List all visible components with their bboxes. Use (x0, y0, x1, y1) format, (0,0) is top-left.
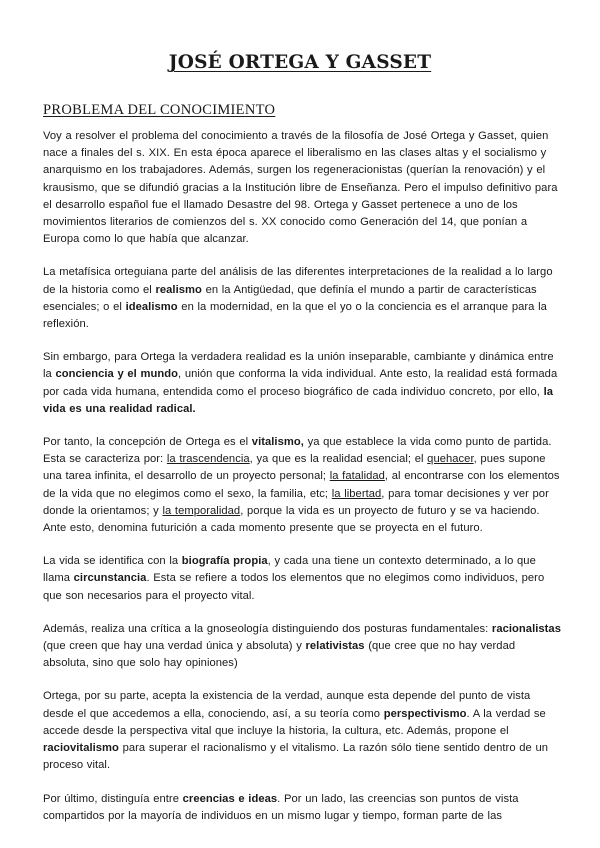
paragraph-text: , al encontrarse con los elementos de la vida que no elegimos como el sexo, la familia, etc; (43, 470, 560, 500)
paragraph-text: , porque la vida es un proyecto de futuro y se va haciendo. Ante esto, denomina futurición a cada momento presente que se proyecta en el futuro. (43, 504, 540, 535)
body-paragraph (43, 553, 563, 605)
paragraph-text: . A la verdad se accede desde la perspectiva vital que incluye la historia, la cultura, etc. Además, propone el (43, 707, 546, 737)
underlined-term: la fatalidad (329, 470, 385, 483)
paragraph-text: ya que establece la vida como punto de partida. Esta se caracteriza por: (43, 436, 552, 466)
paragraph-text: , unión que conforma la vida individual. Ante esto, la realidad está formada por cada vida humana, entendida como el proceso biográfico de cada individuo concreto, por ello, (43, 368, 558, 398)
section-heading: PROBLEMA DEL CONOCIMIENTO (43, 102, 276, 118)
body-paragraph (43, 264, 563, 333)
paragraph-text: (que creen que hay una verdad única y absoluta) y (43, 640, 306, 653)
body-paragraph (43, 434, 563, 537)
paragraph-text: Además, realiza una crítica a la gnoseología distinguiendo dos posturas fundamentales: (43, 622, 492, 635)
bold-term: racionalistas (491, 622, 561, 635)
paragraph-text: Sin embargo, para Ortega la verdadera realidad es la unión inseparable, cambiante y dinámica entre la (43, 351, 554, 381)
paragraph-text: en la modernidad, en la que el yo o la conciencia es el arranque para la reflexión. (43, 300, 547, 331)
bold-term: la vida es una realidad radical. (43, 385, 553, 415)
underlined-term: quehacer (427, 453, 474, 466)
bold-term: creencias e ideas (182, 792, 278, 805)
bold-term: vitalismo, (251, 436, 304, 449)
body-paragraph (43, 621, 563, 673)
body-paragraph (43, 349, 563, 418)
paragraph-text: La vida se identifica con la (43, 555, 182, 568)
underlined-term: la trascendencia (166, 453, 250, 466)
body-paragraph (43, 791, 563, 825)
body-paragraph (43, 128, 563, 248)
bold-term: raciovitalismo (43, 742, 119, 755)
bold-term: idealismo (125, 300, 178, 313)
paragraph-text: Por último, distinguía entre (43, 792, 183, 805)
paragraph-text: en la Antigüedad, que definía el mundo a partir de características esenciales; o el (43, 283, 537, 313)
underlined-term: la libertad (331, 487, 382, 500)
document-body (43, 128, 563, 841)
paragraph-text: . Por un lado, las creencias son puntos de vista compartidos por la mayoría de individuos en un mismo lugar y tiempo, forman parte de las (43, 792, 519, 822)
bold-term: conciencia y el mundo (55, 368, 179, 381)
bold-term: circunstancia (73, 572, 147, 585)
paragraph-text: , ya que es la realidad esencial; el (249, 453, 428, 466)
paragraph-text: . Esta se refiere a todos los elementos que no elegimos como individuos, pero que son necesarios para el proyecto vital. (43, 572, 545, 602)
document-title: JOSÉ ORTEGA Y GASSET (168, 52, 432, 73)
body-paragraph (43, 688, 563, 774)
bold-term: relativistas (305, 640, 365, 653)
underlined-term: la temporalidad (162, 504, 241, 517)
bold-term: biografía propia (181, 555, 268, 568)
bold-term: perspectivismo (383, 707, 467, 720)
paragraph-text: Voy a resolver el problema del conocimiento a través de la filosofía de José Ortega y Gasset, quien nace a finales del s. XIX. En esta época aparece el liberalismo en las clases altas y el socialismo y anarquismo en los trabajadores. Además, surgen los regeneracionistas (querían la renovación) y el krausismo, que se difundió gracias a la Institución libre de Enseñanza. Pero el impulso definitivo para el desarrollo español fue el llamado Desastre del 98. Ortega y Gasset pertenece a uno de los movimientos literarios de comienzos del s. XX conocido como Generación del 14, que ponían a Europa como lo que había que alcanzar. (43, 130, 558, 246)
paragraph-text: , pues supone una tarea infinita, el desarrollo de un proyecto personal; (43, 453, 546, 483)
paragraph-text: Ortega, por su parte, acepta la existencia de la verdad, aunque esta depende del punto de vista desde el que accedemos a ella, conociendo, así, a su teoría como (43, 690, 531, 720)
paragraph-text: , y cada una tiene un contexto determinado, a lo que llama (43, 555, 536, 585)
paragraph-text: (que cree que no hay verdad absoluta, sino que solo hay opiniones) (43, 640, 516, 670)
paragraph-text: para superar el racionalismo y el vitalismo. La razón sólo tiene sentido dentro de un proceso vital. (43, 742, 549, 772)
paragraph-text: , para tomar decisiones y ver por donde la orientamos; y (43, 487, 549, 517)
paragraph-text: La metafísica orteguiana parte del análisis de las diferentes interpretaciones de la realidad a lo largo de la historia como el (43, 266, 553, 296)
paragraph-text: Por tanto, la concepción de Ortega es el (43, 436, 252, 449)
bold-term: realismo (155, 283, 202, 296)
